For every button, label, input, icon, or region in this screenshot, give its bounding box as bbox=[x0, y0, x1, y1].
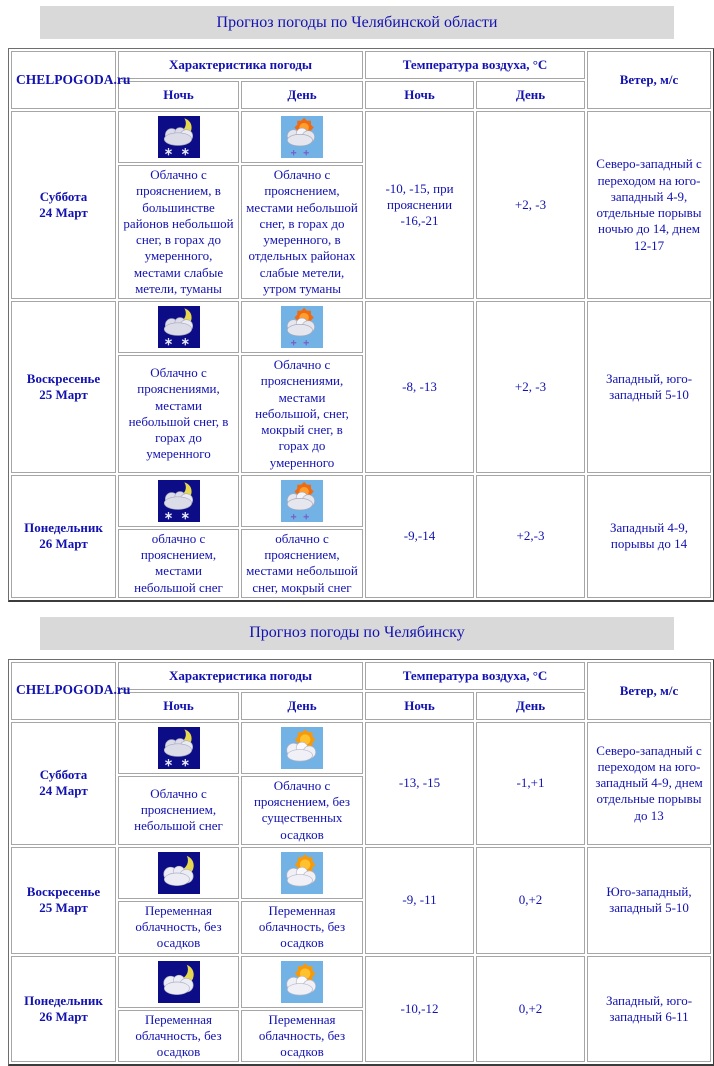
table-row bbox=[11, 475, 711, 527]
page-title: Прогноз погоды по Челябинску bbox=[249, 624, 465, 642]
day-temperature-cell: +2, -3 bbox=[476, 111, 585, 299]
day-temperature-cell: +2, -3 bbox=[476, 301, 585, 473]
day-icon-cell bbox=[241, 301, 363, 353]
day-icon-cell bbox=[241, 847, 363, 899]
day-description-cell: облачно с прояснением, местами небольшой снег, мокрый снег bbox=[241, 529, 363, 598]
day-temperature-cell: -1,+1 bbox=[476, 722, 585, 845]
day-date-cell bbox=[11, 301, 116, 473]
sun-clouds-icon bbox=[281, 961, 323, 1003]
moon-clouds-snow-icon bbox=[158, 306, 200, 348]
site-logo: CHELPOGODA.ru bbox=[11, 662, 116, 720]
subheader-characteristic-day: День bbox=[241, 81, 363, 109]
night-description-cell: Облачно с прояснением, в большинстве районов небольшой снег, в горах до умеренного, местами слабые метели, туманы bbox=[118, 165, 239, 299]
day-date-cell bbox=[11, 956, 116, 1063]
day-description-cell: Переменная облачность, без осадков bbox=[241, 901, 363, 954]
day-label: Воскресенье bbox=[26, 370, 101, 386]
day-label: Воскресенье bbox=[26, 883, 101, 899]
night-description-cell: Переменная облачность, без осадков bbox=[118, 901, 239, 954]
night-description-cell: Переменная облачность, без осадков bbox=[118, 1010, 239, 1063]
col-header-characteristic: Характеристика погоды bbox=[118, 662, 363, 690]
weather-page bbox=[0, 6, 714, 1066]
day-label: Суббота bbox=[39, 767, 88, 782]
subheader-characteristic-night: Ночь bbox=[118, 81, 239, 109]
subheader-temperature-day: День bbox=[476, 81, 585, 109]
table-row bbox=[11, 847, 711, 899]
wind-cell: Западный, юго-западный 6-11 bbox=[587, 956, 711, 1063]
sun-clouds-icon bbox=[281, 727, 323, 769]
subheader-temperature-day: День bbox=[476, 692, 585, 720]
col-header-wind: Ветер, м/с bbox=[587, 51, 711, 109]
day-date-cell bbox=[11, 722, 116, 845]
subheader-characteristic-night: Ночь bbox=[118, 692, 239, 720]
day-label: Понедельник bbox=[24, 520, 103, 535]
day-icon-cell bbox=[241, 956, 363, 1008]
day-icon-cell bbox=[241, 722, 363, 774]
day-date-cell bbox=[11, 847, 116, 954]
night-description-cell: облачно с прояснением, местами небольшой снег bbox=[118, 529, 239, 598]
wind-cell: Юго-западный, западный 5-10 bbox=[587, 847, 711, 954]
page-title: Прогноз погоды по Челябинской области bbox=[216, 13, 498, 31]
moon-clouds-icon bbox=[158, 852, 200, 894]
subheader-temperature-night: Ночь bbox=[365, 692, 474, 720]
region-forecast-banner bbox=[40, 6, 674, 39]
day-temperature-cell: +2,-3 bbox=[476, 475, 585, 598]
night-icon-cell bbox=[118, 475, 239, 527]
night-description-cell: Облачно с прояснениями, местами небольшой снег, в горах до умеренного bbox=[118, 355, 239, 473]
col-header-characteristic: Характеристика погоды bbox=[118, 51, 363, 79]
subheader-temperature-night: Ночь bbox=[365, 81, 474, 109]
night-temperature-cell: -10,-12 bbox=[365, 956, 474, 1063]
city-forecast-table bbox=[8, 659, 714, 1066]
night-description-cell: Облачно с прояснением, небольшой снег bbox=[118, 776, 239, 845]
night-temperature-cell: -13, -15 bbox=[365, 722, 474, 845]
day-date-cell bbox=[11, 111, 116, 299]
day-description-cell: Облачно с прояснением, местами небольшой снег, в горах до умеренного, в отдельных районах слабые метели, утром туманы bbox=[241, 165, 363, 299]
night-icon-cell bbox=[118, 111, 239, 163]
sun-clouds-snow-icon bbox=[281, 306, 323, 348]
night-temperature-cell: -8, -13 bbox=[365, 301, 474, 473]
day-temperature-cell: 0,+2 bbox=[476, 956, 585, 1063]
region-forecast-table bbox=[8, 48, 714, 602]
date-label: 25 Март bbox=[39, 386, 88, 402]
table-row bbox=[11, 111, 711, 163]
moon-clouds-snow-icon bbox=[158, 116, 200, 158]
table-row bbox=[11, 722, 711, 774]
date-label: 24 Март bbox=[39, 205, 88, 220]
date-label: 24 Март bbox=[39, 783, 88, 799]
day-description-cell: Облачно с прояснениями, местами небольшой, снег, мокрый снег, в горах до умеренного bbox=[241, 355, 363, 473]
day-description-cell: Переменная облачность, без осадков bbox=[241, 1010, 363, 1063]
night-temperature-cell: -9,-14 bbox=[365, 475, 474, 598]
moon-clouds-snow-icon bbox=[158, 480, 200, 522]
col-header-wind: Ветер, м/с bbox=[587, 662, 711, 720]
wind-cell: Северо-западный с переходом на юго-западный 4-9, днем отдельные порывы до 13 bbox=[587, 722, 711, 845]
moon-clouds-snow-icon bbox=[158, 727, 200, 769]
date-label: 26 Март bbox=[39, 536, 88, 552]
night-icon-cell bbox=[118, 301, 239, 353]
night-icon-cell bbox=[118, 956, 239, 1008]
night-temperature-cell: -10, -15, при прояснении -16,-21 bbox=[365, 111, 474, 299]
city-forecast-banner bbox=[40, 617, 674, 650]
col-header-temperature: Температура воздуха, °С bbox=[365, 662, 585, 690]
sun-clouds-snow-icon bbox=[281, 116, 323, 158]
table-row bbox=[11, 956, 711, 1008]
night-icon-cell bbox=[118, 722, 239, 774]
site-logo: CHELPOGODA.ru bbox=[11, 51, 116, 109]
wind-cell: Западный, юго-западный 5-10 bbox=[587, 301, 711, 473]
day-temperature-cell: 0,+2 bbox=[476, 847, 585, 954]
table-row bbox=[11, 301, 711, 353]
sun-clouds-snow-icon bbox=[281, 480, 323, 522]
day-label: Суббота bbox=[39, 188, 88, 204]
sun-clouds-icon bbox=[281, 852, 323, 894]
night-icon-cell bbox=[118, 847, 239, 899]
day-icon-cell bbox=[241, 475, 363, 527]
col-header-temperature: Температура воздуха, °С bbox=[365, 51, 585, 79]
date-label: 25 Март bbox=[39, 900, 88, 916]
date-label: 26 Март bbox=[39, 1008, 88, 1024]
subheader-characteristic-day: День bbox=[241, 692, 363, 720]
day-date-cell bbox=[11, 475, 116, 598]
day-label: Понедельник bbox=[24, 992, 103, 1008]
day-icon-cell bbox=[241, 111, 363, 163]
wind-cell: Западный 4-9, порывы до 14 bbox=[587, 475, 711, 598]
moon-clouds-icon bbox=[158, 961, 200, 1003]
night-temperature-cell: -9, -11 bbox=[365, 847, 474, 954]
day-description-cell: Облачно с прояснением, без существенных осадков bbox=[241, 776, 363, 845]
wind-cell: Северо-западный с переходом на юго-западный 4-9, отдельные порывы ночью до 14, днем 12-17 bbox=[587, 111, 711, 299]
